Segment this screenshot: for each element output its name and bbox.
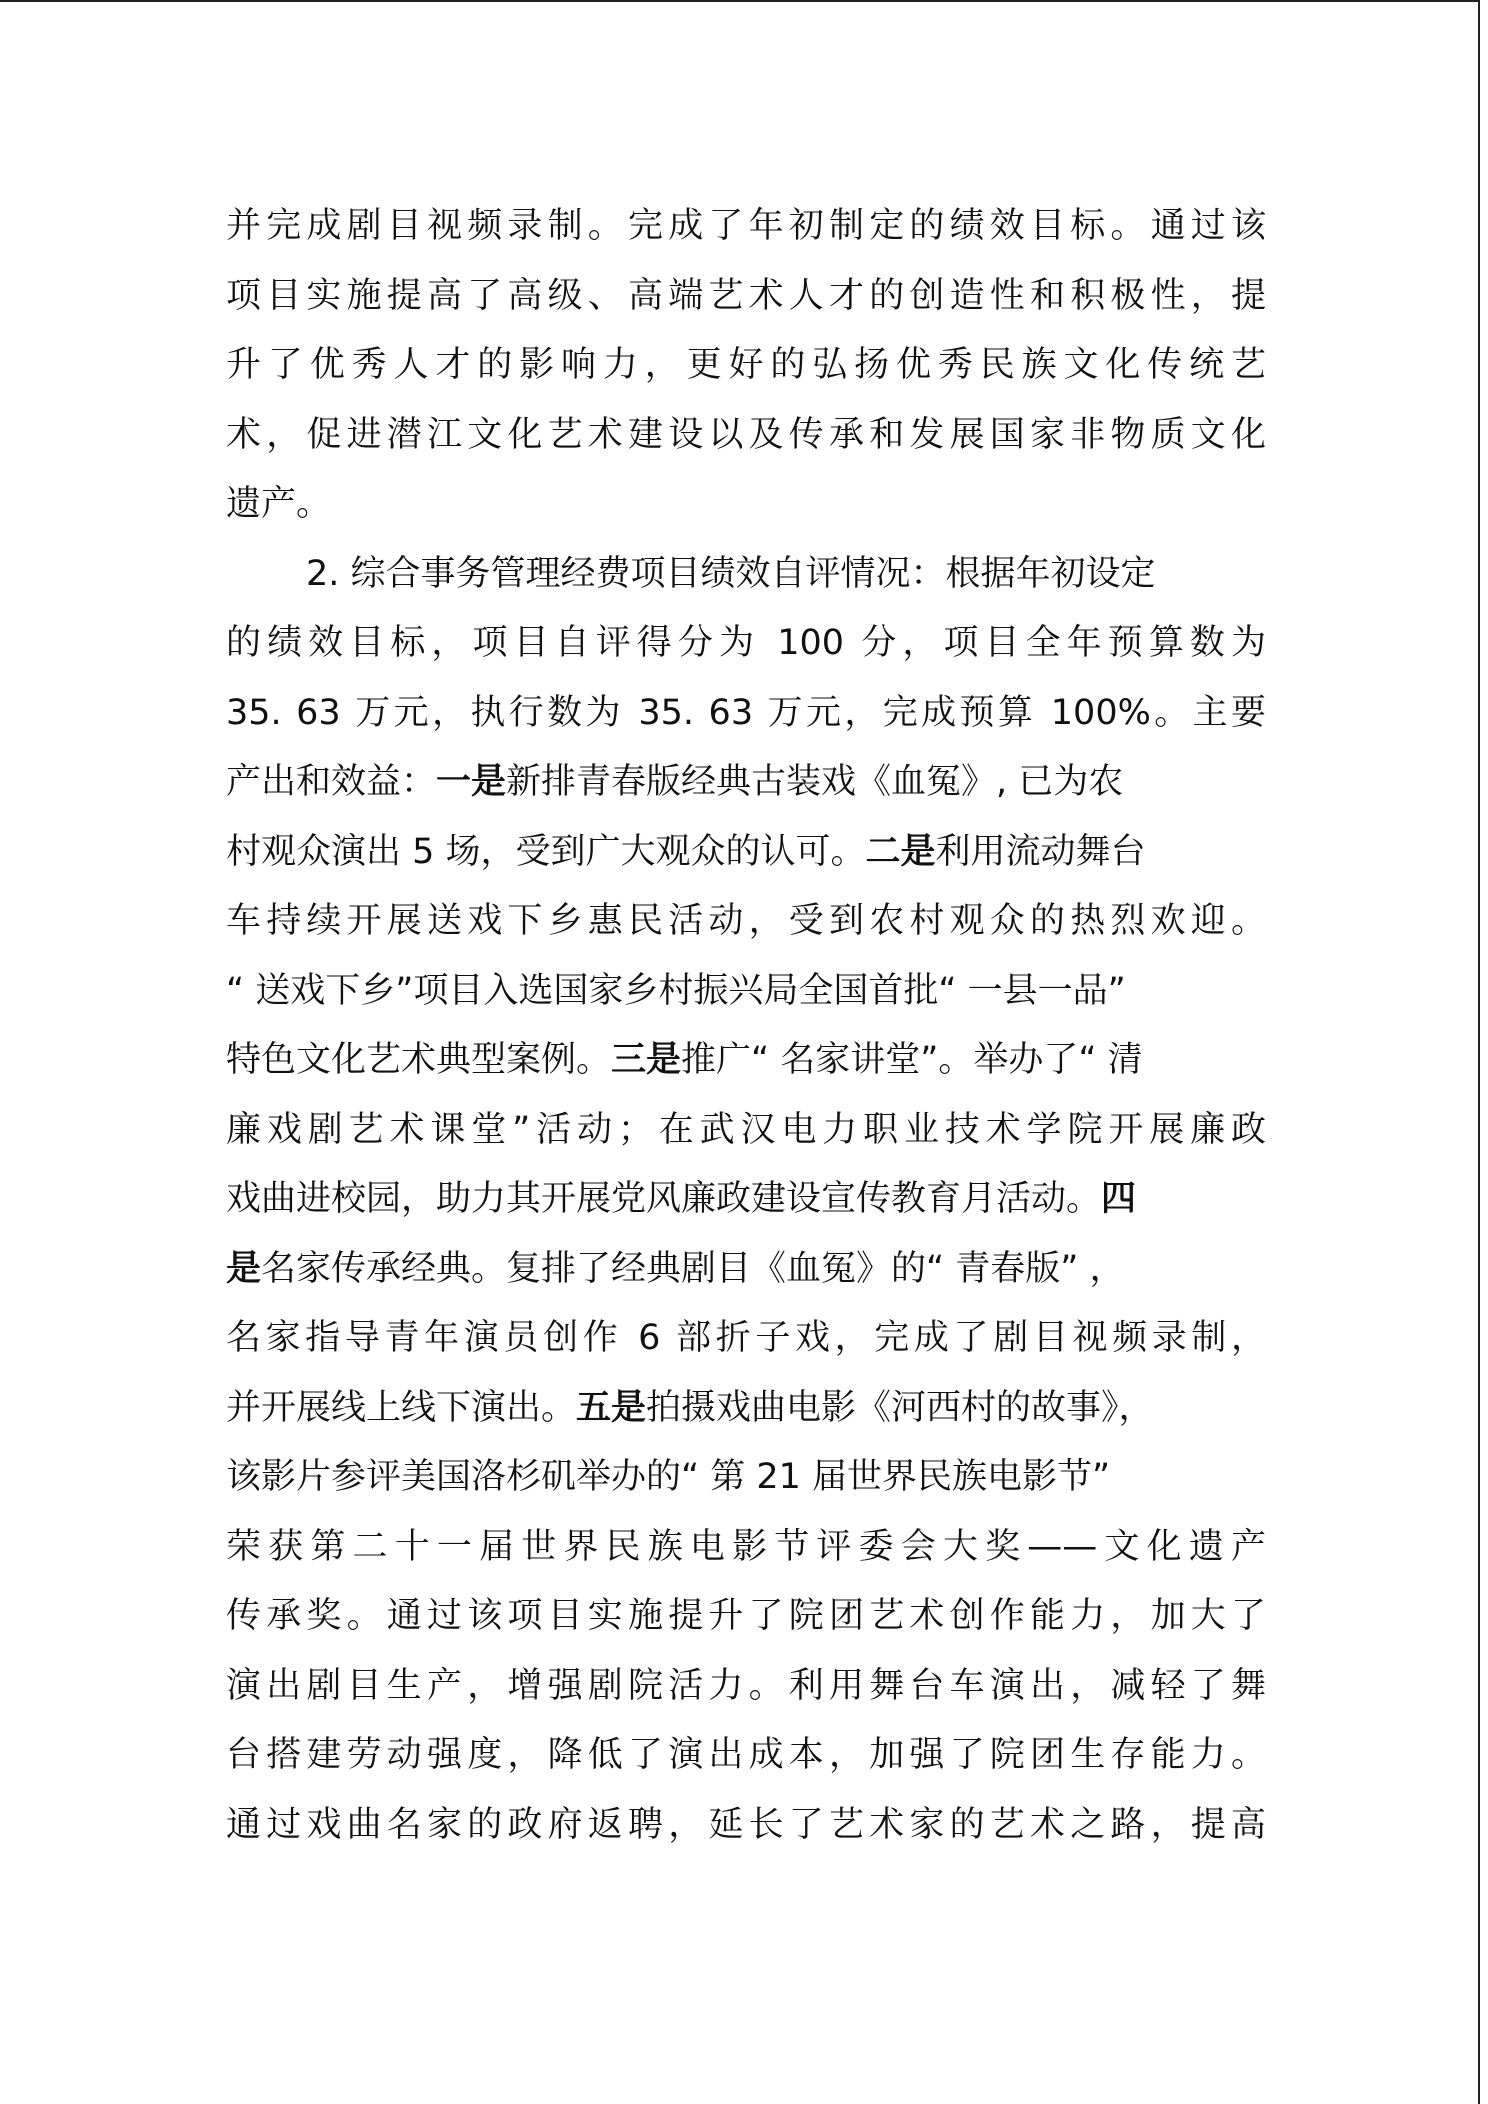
- text-run: 新排青春版经典古装戏《血冤》, 已为农: [506, 762, 1124, 802]
- text-line: 术，促进潜江文化艺术建设以及传承和发展国家非物质文化: [226, 414, 1266, 455]
- text-line: [226, 748, 1266, 818]
- text-line: 传承奖。通过该项目实施提升了院团艺术创作能力，加大了: [226, 1596, 1266, 1636]
- text-line: [226, 1026, 1266, 1096]
- text-line: 荣获第二十一届世界民族电影节评委会大奖——文化遗产: [226, 1526, 1266, 1567]
- text-run: 推广“ 名家讲堂”。举办了“ 清: [681, 1040, 1143, 1080]
- bold-marker: 四: [1101, 1179, 1137, 1219]
- text-line: [226, 818, 1266, 888]
- text-run: 利用流动舞台: [935, 831, 1146, 872]
- text-line: 升了优秀人才的影响力，更好的弘扬优秀民族文化传统艺: [226, 345, 1266, 385]
- text-line: 名家指导青年演员创作 6 部折子戏，完成了剧目视频录制，: [226, 1318, 1266, 1358]
- text-line: 遗产。: [226, 484, 332, 524]
- bold-marker: 二是: [865, 831, 936, 872]
- body-text: [226, 192, 1266, 1860]
- text-line: [226, 1374, 1266, 1444]
- text-run: 产出和效益：: [226, 762, 437, 802]
- text-line: 演出剧目生产，增强剧院活力。利用舞台车演出，减轻了舞: [226, 1665, 1266, 1706]
- text-run: 戏曲进校园，助力其开展党风廉政建设宣传教育月活动。: [226, 1179, 1102, 1219]
- text-line: 台搭建劳动强度，降低了演出成本，加强了院团生存能力。: [226, 1735, 1266, 1775]
- bold-marker: 三是: [611, 1040, 682, 1080]
- text-line: 廉戏剧艺术课堂”活动；在武汉电力职业技术学院开展廉政: [226, 1109, 1266, 1150]
- text-line: 项目实施提高了高级、高端艺术人才的创造性和积极性，提: [226, 275, 1266, 316]
- text-run: 名家传承经典。复排了经典剧目《血冤》的“ 青春版” ，: [261, 1248, 1125, 1289]
- text-line: 该影片参评美国洛杉矶举办的“ 第 21 届世界民族电影节”: [226, 1457, 1111, 1497]
- text-line: “ 送戏下乡”项目入选国家乡村振兴局全国首批“ 一县一品”: [226, 970, 1126, 1011]
- text-line: 的绩效目标，项目自评得分为 100 分，项目全年预算数为: [226, 623, 1266, 663]
- text-line: [226, 1165, 1266, 1235]
- text-line: 35. 63 万元，执行数为 35. 63 万元，完成预算 100%。主要: [226, 692, 1266, 733]
- text-run: 村观众演出 5 场，受到广大观众的认可。: [226, 831, 866, 872]
- text-line: [226, 1235, 1266, 1305]
- bold-marker: 是: [226, 1248, 262, 1289]
- text-line: 并完成剧目视频录制。完成了年初制定的绩效目标。通过该: [226, 206, 1266, 246]
- text-run: 并开展线上线下演出。: [226, 1387, 577, 1428]
- text-line: 车持续开展送戏下乡惠民活动，受到农村观众的热烈欢迎。: [226, 901, 1266, 941]
- bold-marker: 一是: [436, 762, 507, 802]
- text-run: 拍摄戏曲电影《河西村的故事》，: [646, 1387, 1154, 1428]
- text-line: 2. 综合事务管理经费项目绩效自评情况：根据年初设定: [306, 553, 1156, 594]
- bold-marker: 五是: [576, 1387, 647, 1428]
- text-run: 特色文化艺术典型案例。: [226, 1040, 612, 1080]
- text-line: 通过戏曲名家的政府返聘，延长了艺术家的艺术之路，提高: [226, 1804, 1266, 1845]
